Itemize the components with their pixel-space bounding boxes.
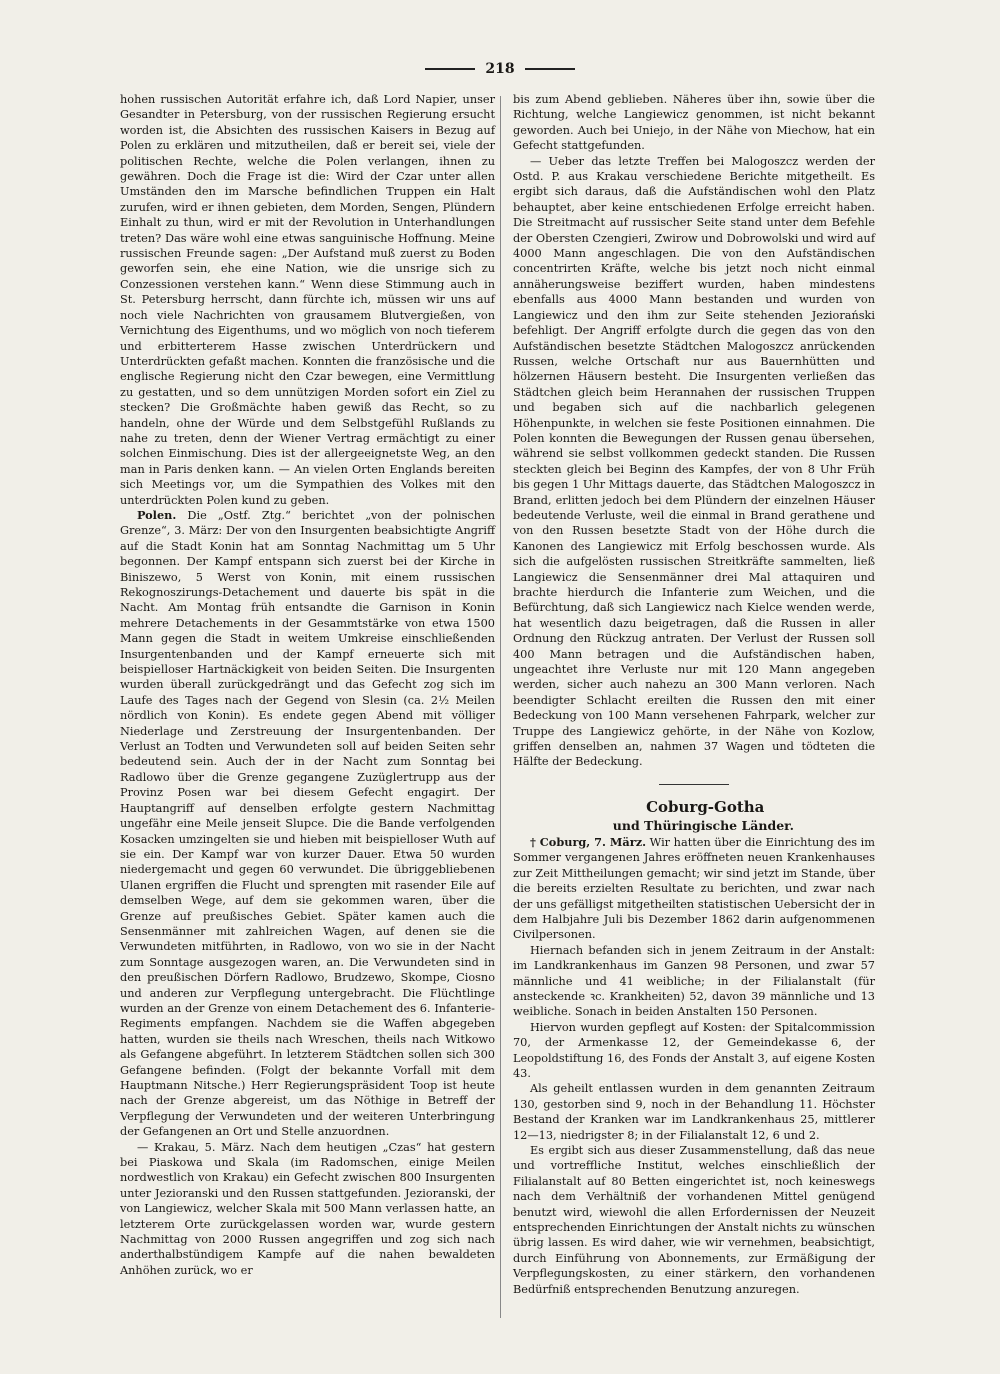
paragraph-lead: Polen.: [136, 507, 177, 522]
paragraph-text: Hiernach befanden sich in jenem Zeitraum in der Anstalt: im Landkrankenhaus im Ganzen 98 Personen, und zwar 57 männliche und 41 weibliche; in der Filialanstalt (für ansteckende ꝛc. Krankheiten) 52, davon 39 männliche und 13 weibliche. Sonach in beiden Anstalten 150 Personen.: [513, 943, 875, 1019]
paragraph-text: Die „Ostf. Ztg.“ berichtet „von der polnischen Grenze“, 3. März: Der von den Insurgenten beabsichtigte Angriff auf die Stadt Konin hat am Sonntag Nachmittag um 5 Uhr begonnen. Der Kampf entspann sich zuerst bei der Kirche in Biniszewo, 5 Werst von Konin, mit einem russischen Rekognoszirungs-Detachement und dauerte bis spät in die Nacht. Am Montag früh entsandte die Garnison in Konin mehrere Detachements in der Gesammtstärke von etwa 1500 Mann gegen die Stadt in weitem Umkreise einschließenden Insurgentenbanden und der Kampf erneuerte sich mit beispielloser Hartnäckigkeit von beiden Seiten. Die Insurgenten wurden überall zurückgedrängt und das Gefecht zog sich im Laufe des Tages nach der Gegend von Slesin (ca. 2½ Meilen nördlich von Konin). Es endete gegen Abend mit völliger Niederlage und Zerstreuung der Insurgentenbanden. Der Verlust an Todten und Verwundeten soll auf beiden Seiten sehr bedeutend sein. Auch der in der Nacht zum Sonntag bei Radlowo über die Grenze gegangene Zuzüglertrupp aus der Provinz Posen war bei diesem Gefecht engagirt. Der Hauptangriff auf denselben erfolgte gestern Nachmittag ungefähr eine Meile jenseit Slupce. Die die Bande verfolgenden Kosacken umzingelten sie und hieben mit beispielloser Wuth auf sie ein. Der Kampf war von kurzer Dauer. Etwa 50 wurden niedergemacht und gegen 60 verwundet. Die übriggebliebenen Ulanen ergriffen die Flucht und sprengten mit rasender Eile auf demselben Wege, auf dem sie gekommen waren, über die Grenze auf preußisches Gebiet. Später kamen auch die Sensenmänner mit zahlreichen Wagen, auf denen sie die Verwundeten mitführten, in Radlowo, von wo sie in der Nacht zum Sonntage ausgezogen waren, an. Die Verwundeten sind in den preußischen Dörfern Radlowo, Brudzewo, Skompe, Ciosno und anderen zur Verpflegung untergebracht. Die Flüchtlinge wurden an der Grenze von einem Detachement des 6. Infanterie-Regiments empfangen. Nachdem sie die Waffen abgegeben hatten, wurden sie theils nach Wreschen, theils nach Witkowo als Gefangene abgeführt. In letzterem Städtchen sollen sich 300 Gefangene befinden. (Folgt der bekannte Vorfall mit dem Hauptmann Nitsche.) Herr Regierungspräsident Toop ist heute nach der Grenze abgereist, um das Nöthige in Betreff der Verpflegung der Verwundeten und der weiteren Unterbringung der Gefangenen an Ort und Stelle anzuordnen.: [120, 508, 495, 1139]
right-column: [513, 92, 875, 1297]
paragraph: [513, 1020, 875, 1082]
paragraph-text: bis zum Abend geblieben. Näheres über ihn, sowie über die Richtung, welche Langiewicz genommen, ist nicht bekannt geworden. Auch bei Uniejo, in der Nähe von Miechow, hat ein Gefecht stattgefunden.: [513, 93, 875, 153]
section-divider: [659, 784, 729, 785]
paragraph-text: Als geheilt entlassen wurden in dem genannten Zeitraum 130, gestorben sind 9, noch in der Behandlung 11. Höchster Bestand der Kranken war im Landkrankenhaus 25, mittlerer 12—13, niedrigster 8; in der Filialanstalt 12, 6 und 2.: [513, 1082, 875, 1142]
paragraph-text: Wir hatten über die Einrichtung des im Sommer vergangenen Jahres eröffneten neuen Krankenhauses zur Zeit Mittheilungen gemacht; wir sind jetzt im Stande, über die bereits erzielten Resultate zu berichten, und zwar nach der uns gefälligst mitgetheilten statistischen Uebersicht der in dem Halbjahre Juli bis Dezember 1862 darin aufgenommenen Civilpersonen.: [513, 835, 875, 942]
paragraph: [120, 92, 495, 508]
paragraph-lead: † Coburg, 7. März.: [529, 834, 647, 849]
left-column: [120, 92, 495, 1278]
paragraph: [513, 92, 875, 154]
paragraph: [513, 1143, 875, 1297]
paragraph: [120, 508, 495, 1140]
page-number: 218: [485, 61, 515, 77]
section-subheading: und Thüringische Länder.: [612, 817, 794, 833]
header-rule-left: [425, 68, 475, 70]
paragraph: [513, 835, 875, 943]
paragraph-text: Es ergibt sich aus dieser Zusammenstellung, daß das neue und vortreffliche Institut, welches einschließlich der Filialanstalt auf 80 Betten eingerichtet ist, noch keineswegs nach dem Verhältniß der vorhandenen Mittel genügend benutzt wird, wiewohl die allen Erfordernissen der Neuzeit entsprechenden Einrichtungen der Anstalt nichts zu wünschen übrig lassen. Es wird daher, wie wir vernehmen, beabsichtigt, durch Einführung von Abonnements, zur Ermäßigung der Verpflegungskosten, zu einer stärkern, den vorhandenen Bedürfniß entsprechenden Benutzung anzuregen.: [513, 1144, 875, 1296]
paragraph-text: — Krakau, 5. März. Nach dem heutigen „Czas“ hat gestern bei Piaskowa und Skala (im Radomschen, einige Meilen nordwestlich von Krakau) ein Gefecht zwischen 800 Insurgenten unter Jezioranski und den Russen stattgefunden. Jezioranski, der von Langiewicz, welcher Skala mit 500 Mann verlassen hatte, an letzterem Orte zurückgelassen worden war, wurde gestern Nachmittag von 2000 Russen angegriffen und zog sich nach anderthalbstündigem Kampfe auf die nahen bewaldeten Anhöhen zurück, wo er: [120, 1140, 495, 1277]
section-heading: Coburg-Gotha: [646, 797, 765, 816]
paragraph-text: — Ueber das letzte Treffen bei Malogoszcz werden der Ostd. P. aus Krakau verschiedene Berichte mitgetheilt. Es ergibt sich daraus, daß die Aufständischen wohl den Platz behauptet, aber keine entschiedenen Erfolge erreicht haben. Die Streitmacht auf russischer Seite stand unter dem Befehle der Obersten Czengieri, Zwirow und Dobrowolski und wird auf 4000 Mann angeschlagen. Die von den Aufständischen concentrirten Kräfte, welche bis jetzt noch nicht einmal annäherungsweise beziffert wurden, haben mindestens ebenfalls aus 4000 Mann bestanden und wurden von Langiewicz und den ihm zur Seite stehenden Jeziorański befehligt. Der Angriff erfolgte durch die gegen das von den Aufständischen besetzte Städtchen Malogoszcz anrückenden Russen, welche Ortschaft nur aus Bauernhütten und hölzernen Häusern besteht. Die Insurgenten verließen das Städtchen gleich beim Herannahen der russischen Truppen und begaben sich auf die nachbarlich gelegenen Höhenpunkte, in welchen sie feste Positionen einnahmen. Die Polen konnten die Bewegungen der Russen genau übersehen, während sie selbst vollkommen gedeckt standen. Die Russen steckten gleich bei Beginn des Kampfes, der von 8 Uhr Früh bis gegen 1 Uhr Mittags dauerte, das Städtchen Malogoszcz in Brand, erlitten jedoch bei dem Plündern der einzelnen Häuser bedeutende Verluste, weil die einmal in Brand gerathene und von den Russen besetzte Stadt von der Höhe durch die Kanonen des Langiewicz mit Erfolg beschossen wurde. Als sich die aufgelösten russischen Streitkräfte sammelten, ließ Langiewicz die Sensenmänner drei Mal attaquiren und brachte hierdurch die Infanterie zum Weichen, und die Befürchtung, daß sich Langiewicz nach Kielce wenden werde, hat wesentlich dazu beigetragen, daß die Russen in aller Ordnung den Rückzug antraten. Der Verlust der Russen soll 400 Mann betragen und die Aufständischen haben, ungeachtet ihre Verluste nur mit 120 Mann angegeben werden, sicher auch nahezu an 300 Mann verloren. Nach beendigter Schlacht ereilten die Russen den mit einer Bedeckung von 100 Mann versehenen Fahrpark, welcher zur Truppe des Langiewicz gehörte, in der Nähe von Kozlow, griffen denselben an, nahmen 37 Wagen und tödteten die Hälfte der Bedeckung.: [513, 154, 875, 769]
page-header: [0, 58, 1000, 80]
paragraph: [120, 1140, 495, 1279]
paragraph-text: hohen russischen Autorität erfahre ich, daß Lord Napier, unser Gesandter in Petersburg, von der russischen Regierung ersucht worden ist, die Absichten des russischen Kaisers in Bezug auf Polen zu erklären und mitzutheilen, daß er bereit sei, viele der politischen Rechte, welche die Polen verlangen, ihnen zu gewähren. Doch die Frage ist die: Wird der Czar unter allen Umständen den im Marsche befindlichen Truppen ein Halt zurufen, wird er ihnen gebieten, dem Morden, Sengen, Plündern Einhalt zu thun, wird er mit der Revolution in Unterhandlungen treten? Das wäre wohl eine etwas sanguinische Hoffnung. Meine russischen Freunde sagen: „Der Aufstand muß zuerst zu Boden geworfen sein, ehe eine Nation, wie die unsrige sich zu Conzessionen verstehen kann.“ Wenn diese Stimmung auch in St. Petersburg herrscht, dann fürchte ich, müssen wir uns auf noch viele Nachrichten von grausamem Blutvergießen, von Vernichtung des Eigenthums, und wo möglich von noch tieferem und erbitterterem Hasse zwischen Unterdrückern und Unterdrückten gefaßt machen. Konnten die französische und die englische Regierung nicht den Czar bewegen, eine Vermittlung zu gestatten, und so dem unnützigen Morden sofort ein Ziel zu stecken? Die Großmächte haben gewiß das Recht, so zu handeln, ohne der Würde und dem Selbstgefühl Rußlands zu nahe zu treten, denn der Wiener Vertrag ermächtigt zu einer solchen Einmischung. Dies ist der allergeeignetste Weg, an den man in Paris denken kann. — An vielen Orten Englands bereiten sich Meetings vor, um die Sympathien des Volkes mit den unterdrückten Polen kund zu geben.: [120, 93, 495, 507]
paragraph-text: Hiervon wurden gepflegt auf Kosten: der Spitalcommission 70, der Armenkasse 12, der Gemeindekasse 6, der Leopoldstiftung 16, des Fonds der Anstalt 3, auf eigene Kosten 43.: [513, 1020, 875, 1080]
paragraph: [513, 943, 875, 1020]
header-rule-right: [525, 68, 575, 70]
paragraph: [513, 1081, 875, 1143]
column-divider: [500, 96, 501, 1318]
paragraph: [513, 154, 875, 770]
